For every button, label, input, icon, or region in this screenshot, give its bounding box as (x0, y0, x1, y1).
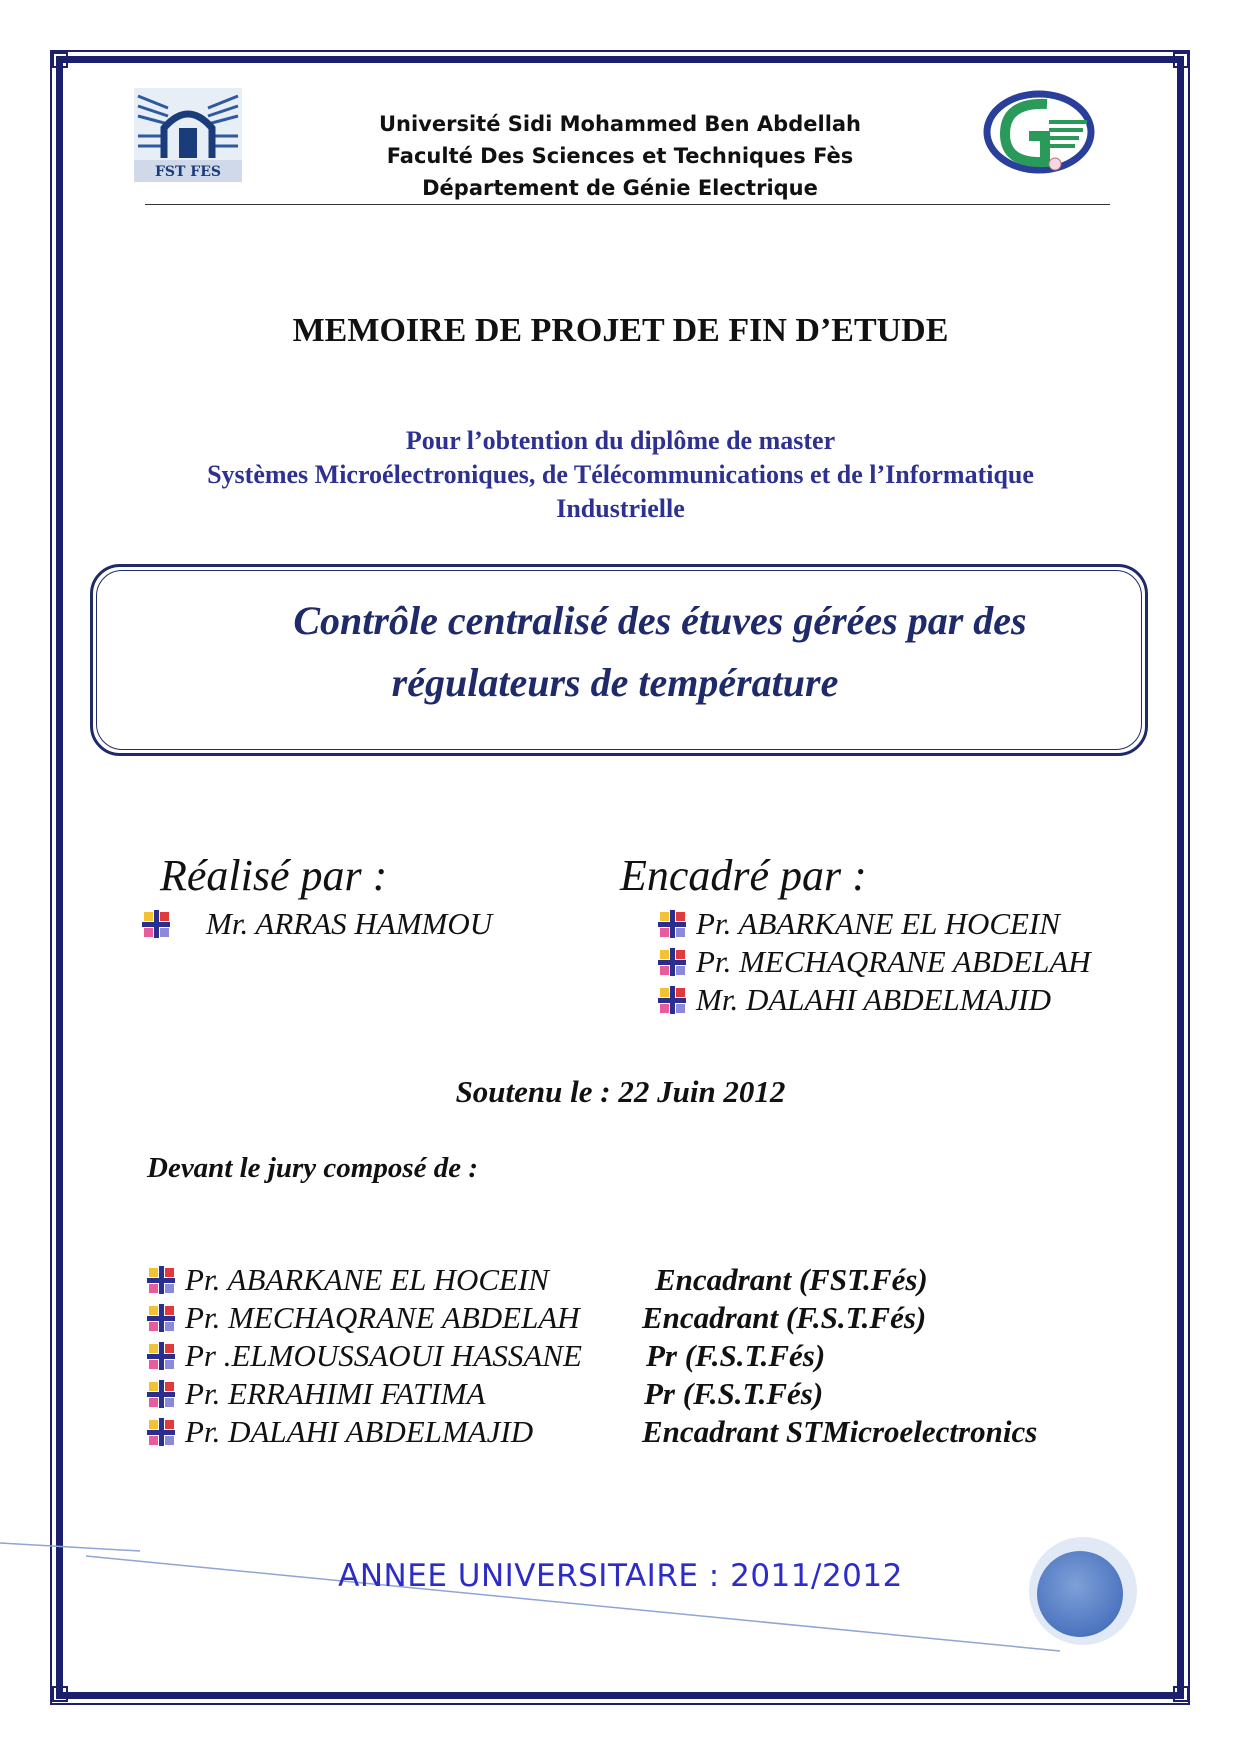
university-name: Université Sidi Mohammed Ben Abdellah (378, 112, 862, 136)
jury-member-name: Pr. MECHAQRANE ABDELAH (185, 1300, 580, 1335)
decorative-circle (1024, 1532, 1142, 1650)
jury-member-role: Pr (F.S.T.Fés) (646, 1338, 826, 1373)
jury-member-role: Encadrant (F.S.T.Fés) (642, 1300, 927, 1335)
jury-member-name: Pr .ELMOUSSAOUI HASSANE (185, 1338, 582, 1373)
jury-member-role: Encadrant (FST.Fés) (655, 1262, 928, 1297)
encadre-par-heading: Encadré par : (620, 851, 867, 900)
realise-par-heading: Réalisé par : (160, 851, 388, 900)
svg-text:FST FES: FST FES (154, 164, 222, 180)
supervisor-name: Pr. ABARKANE EL HOCEIN (696, 906, 1060, 941)
memoire-title: MEMOIRE DE PROJET DE FIN D’ETUDE (292, 312, 949, 349)
jury-member-name: Pr. DALAHI ABDELMAJID (185, 1414, 534, 1449)
department-name: Département de Génie Electrique (422, 176, 818, 200)
project-title-line-1: Contrôle centralisé des étuves gérées par des (293, 598, 1027, 643)
project-title-line-2: régulateurs de température (391, 660, 839, 705)
diploma-line-2: Systèmes Microélectroniques, de Télécommunications et de l’Informatique (207, 460, 1034, 489)
jury-heading: Devant le jury composé de : (147, 1152, 479, 1184)
student-name: Mr. ARRAS HAMMOU (206, 906, 493, 941)
supervisor-name: Pr. MECHAQRANE ABDELAH (696, 944, 1091, 979)
jury-member-role: Encadrant STMicroelectronics (642, 1414, 1038, 1449)
jury-member-name: Pr. ABARKANE EL HOCEIN (185, 1262, 549, 1297)
supervisor-name: Mr. DALAHI ABDELMAJID (696, 982, 1052, 1017)
defense-date: Soutenu le : 22 Juin 2012 (455, 1074, 786, 1109)
academic-year: ANNEE UNIVERSITAIRE : 2011/2012 (338, 1558, 903, 1594)
diploma-line-3: Industrielle (556, 494, 685, 523)
jury-member-role: Pr (F.S.T.Fés) (644, 1376, 824, 1411)
diploma-line-1: Pour l’obtention du diplôme de master (405, 426, 836, 455)
jury-member-name: Pr. ERRAHIMI FATIMA (185, 1376, 486, 1411)
faculty-name: Faculté Des Sciences et Techniques Fès (386, 144, 854, 168)
